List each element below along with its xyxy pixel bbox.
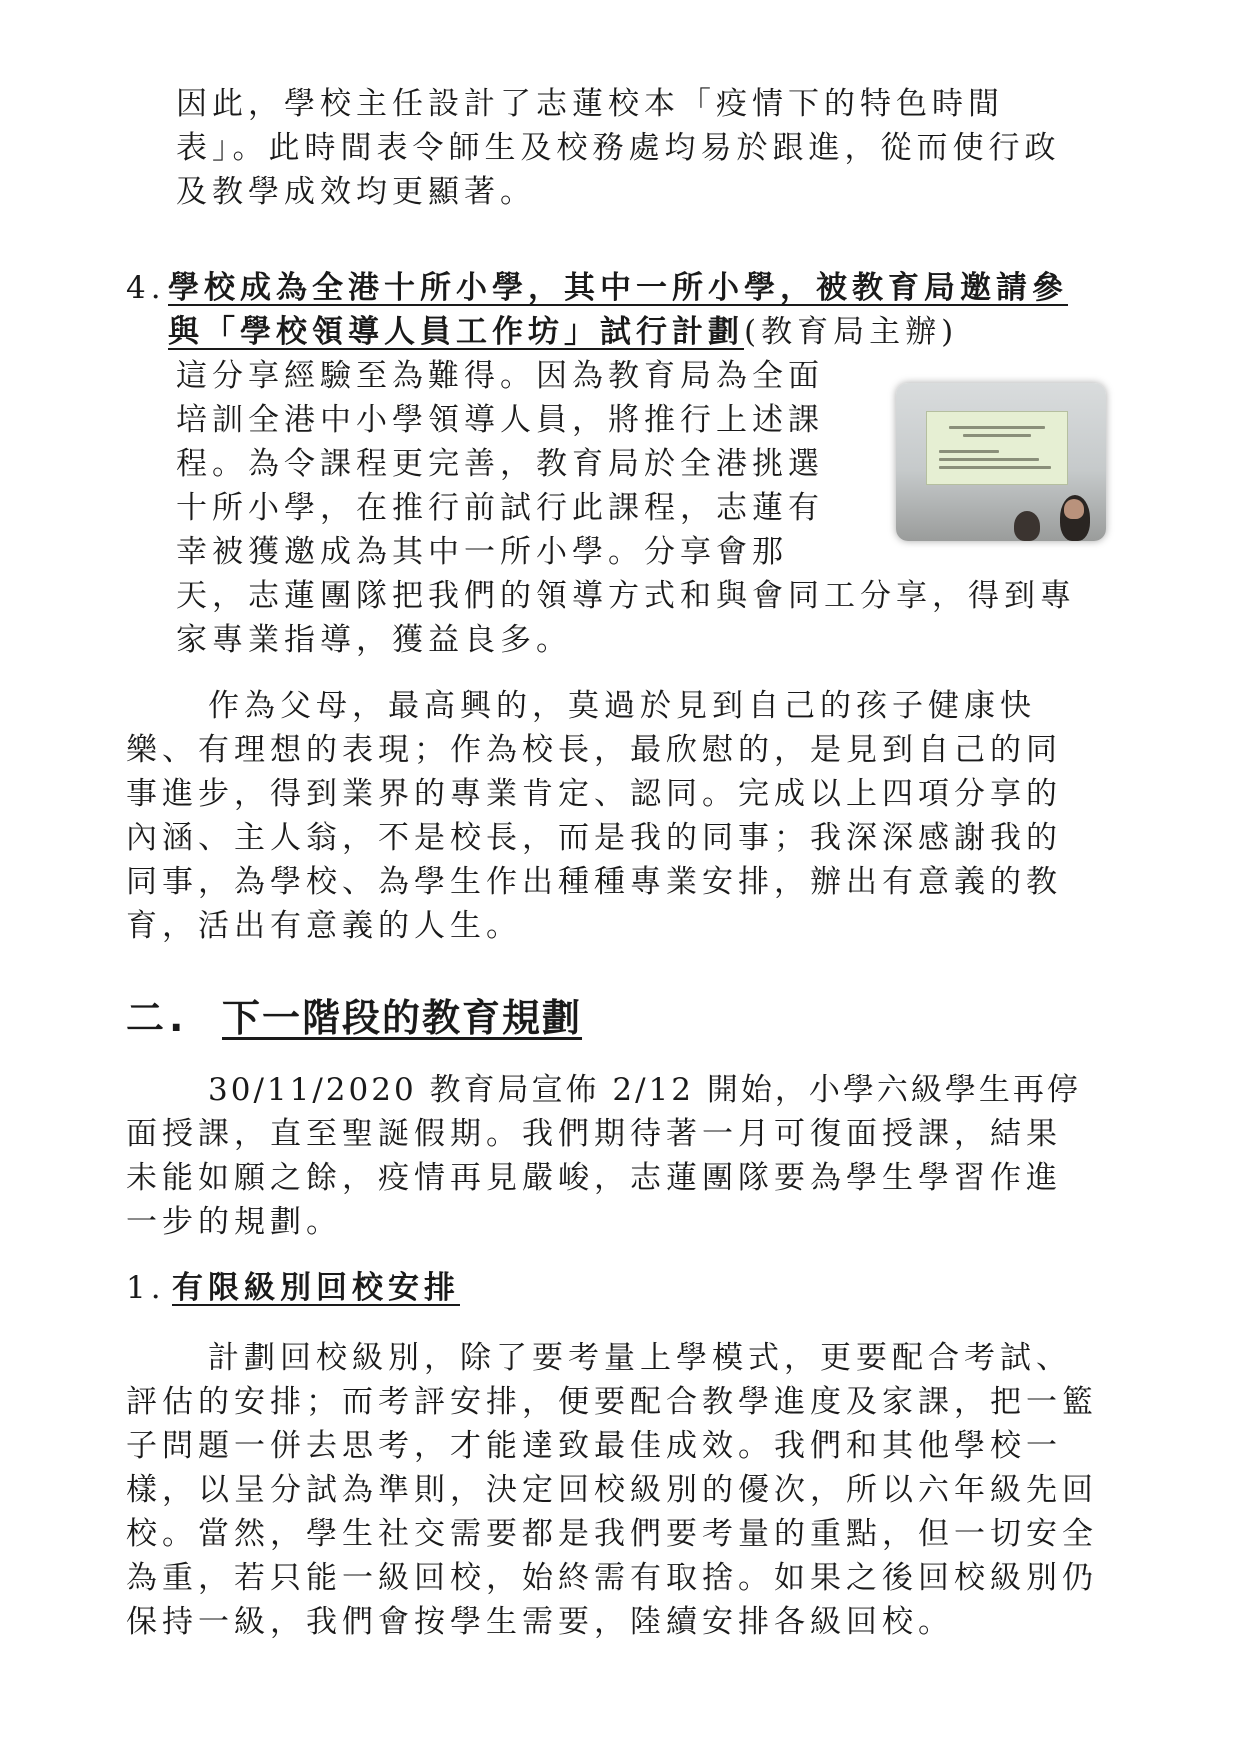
item4-heading-line-2: 與「學校領導人員工作坊」試行計劃 — [168, 314, 744, 350]
item1-number: 1. — [126, 1270, 166, 1306]
item4-heading-suffix: (教育局主辦) — [744, 314, 959, 350]
item1-line-1: 計劃回校級別，除了要考量上學模式，更要配合考試、 — [208, 1340, 1072, 1376]
section2-number: 二. — [126, 996, 189, 1040]
workshop-photo — [896, 383, 1106, 541]
section2-line-4: 一步的規劃。 — [126, 1204, 342, 1240]
intro-line-2: 表」。此時間表令師生及校務處均易於跟進，從而使行政 — [176, 130, 1061, 166]
reflection-line-3: 事進步，得到業界的專業肯定、認同。完成以上四項分享的 — [126, 776, 1062, 812]
item1-line-7: 保持一級，我們會按學生需要，陸續安排各級回校。 — [126, 1604, 954, 1640]
intro-line-1: 因此，學校主任設計了志蓮校本「疫情下的特色時間 — [176, 86, 1004, 122]
item4-body-line-5: 幸被獲邀成為其中一所小學。分享會那 — [176, 534, 788, 570]
reflection-line-5: 同事，為學校、為學生作出種種專業安排，辦出有意義的教 — [126, 864, 1062, 900]
reflection-line-6: 育，活出有意義的人生。 — [126, 908, 522, 944]
item4-body-line-6: 天，志蓮團隊把我們的領導方式和與會同工分享，得到專 — [176, 578, 1076, 614]
item4-body-line-2: 培訓全港中小學領導人員，將推行上述課 — [176, 402, 824, 438]
item4-number: 4. — [126, 270, 166, 306]
item1-heading: 有限級別回校安排 — [172, 1270, 460, 1306]
item4-body-line-7: 家專業指導，獲益良多。 — [176, 622, 572, 658]
attendee-2-face — [1064, 499, 1084, 519]
section2-line-2: 面授課，直至聖誕假期。我們期待著一月可復面授課，結果 — [126, 1116, 1062, 1152]
item1-line-6: 為重，若只能一級回校，始終需有取捨。如果之後回校級別仍 — [126, 1560, 1098, 1596]
intro-line-3: 及教學成效均更顯著。 — [176, 174, 536, 210]
item1-line-3: 子問題一併去思考，才能達致最佳成效。我們和其他學校一 — [126, 1428, 1062, 1464]
reflection-line-4: 內涵、主人翁，不是校長，而是我的同事；我深深感謝我的 — [126, 820, 1062, 856]
reflection-line-2: 樂、有理想的表現；作為校長，最欣慰的，是見到自己的同 — [126, 732, 1062, 768]
section2-line-1: 30/11/2020 教育局宣佈 2/12 開始，小學六級學生再停 — [208, 1072, 1081, 1108]
item4-body-line-4: 十所小學，在推行前試行此課程，志蓮有 — [176, 490, 824, 526]
projector-screen — [926, 411, 1068, 485]
reflection-line-1: 作為父母，最高興的，莫過於見到自己的孩子健康快 — [208, 688, 1036, 724]
item4-heading-line-1: 學校成為全港十所小學，其中一所小學，被教育局邀請參 — [168, 270, 1068, 306]
item4-body-line-3: 程。為令課程更完善，教育局於全港挑選 — [176, 446, 824, 482]
item1-line-2: 評估的安排；而考評安排，便要配合教學進度及家課，把一籃 — [126, 1384, 1098, 1420]
item4-body-line-1: 這分享經驗至為難得。因為教育局為全面 — [176, 358, 824, 394]
item4-heading-line-2-wrap — [168, 310, 958, 354]
section2-line-3: 未能如願之餘，疫情再見嚴峻，志蓮團隊要為學生學習作進 — [126, 1160, 1062, 1196]
attendee-1 — [1014, 511, 1040, 541]
item1-line-4: 樣，以呈分試為準則，決定回校級別的優次，所以六年級先回 — [126, 1472, 1098, 1508]
section2-title: 下一階段的教育規劃 — [222, 996, 583, 1040]
item1-line-5: 校。當然，學生社交需要都是我們要考量的重點，但一切安全 — [126, 1516, 1098, 1552]
